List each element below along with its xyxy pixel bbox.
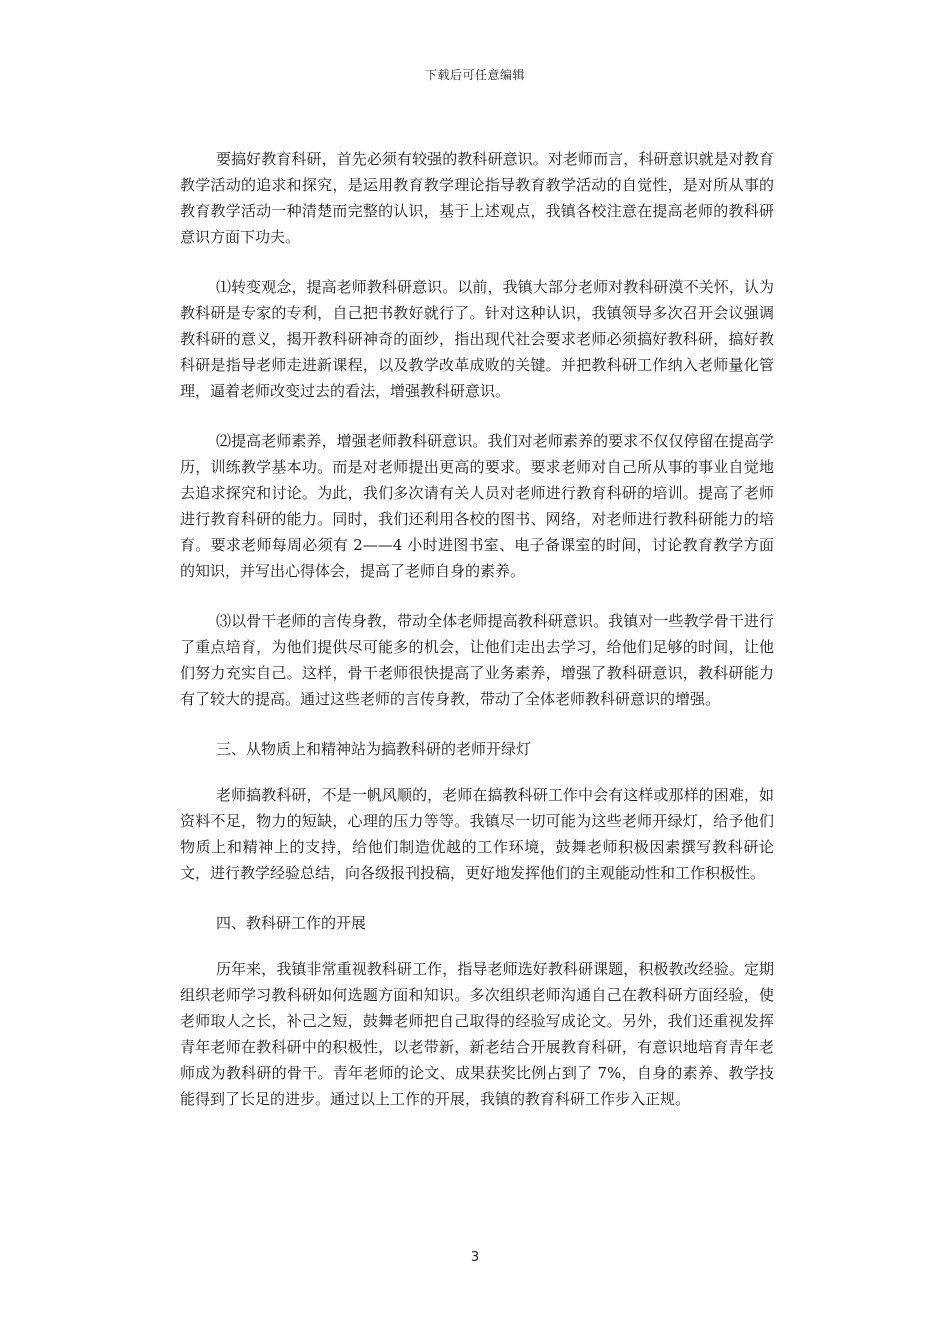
document-body <box>180 146 774 1136</box>
paragraph: 要搞好教育科研，首先必须有较强的教科研意识。对老师而言，科研意识就是对教育教学活动的追求和探究，是运用教育教学理论指导教育教学活动的自觉性，是对所从事的教育教学活动一种清楚而完整的认识，基于上述观点，我镇各校注意在提高老师的教科研意识方面下功夫。 <box>180 150 774 246</box>
paragraph: ⑴转变观念，提高老师教科研意识。以前，我镇大部分老师对教科研漠不关怀，认为教科研是专家的专利，自己把书教好就行了。针对这种认识，我镇领导多次召开会议强调教科研的意义，揭开教科研神奇的面纱，指出现代社会要求老师必须搞好教科研，搞好教科研是指导老师走进新课程，以及教学改革成败的关键。并把教科研工作纳入老师量化管理，逼着老师改变过去的看法，增强教科研意识。 <box>180 278 774 400</box>
page-number: 3 <box>470 1250 480 1265</box>
paragraph: 历年来，我镇非常重视教科研工作，指导老师选好教科研课题，积极教改经验。定期组织老师学习教科研如何选题方面和知识。多次组织老师沟通自己在教科研方面经验，使老师取人之长，补己之短，鼓舞老师把自己取得的经验写成论文。另外，我们还重视发挥青年老师在教科研中的积极性，以老带新，新老结合开展教育科研，有意识地培育青年老师成为教科研的骨干。青年老师的论文、成果获奖比例占到了 7%，自身的素养、教学技能得到了长足的进步。通过以上工作的开展，我镇的教育科研工作步入正规。 <box>180 960 774 1108</box>
paragraph: ⑶以骨干老师的言传身教，带动全体老师提高教科研意识。我镇对一些教学骨干进行了重点培育，为他们提供尽可能多的机会，让他们走出去学习，给他们足够的时间，让他们努力充实自己。这样，骨干老师很快提高了业务素养，增强了教科研意识，教科研能力有了较大的提高。通过这些老师的言传身教，带动了全体老师教科研意识的增强。 <box>180 612 774 708</box>
paragraph: ⑵提高老师素养，增强老师教科研意识。我们对老师素养的要求不仅仅停留在提高学历，训练教学基本功。而是对老师提出更高的要求。要求老师对自己所从事的事业自觉地去追求探究和讨论。为此，我们多次请有关人员对老师进行教育科研的培训。提高了老师进行教育科研的能力。同时，我们还利用各校的图书、网络，对老师进行教科研能力的培育。要求老师每周必须有 2——4 小时进图书室、电子备课室的时间，讨论教育教学方面的知识，并写出心得体会，提高了老师自身的素养。 <box>180 432 774 580</box>
section-heading: 四、教科研工作的开展 <box>216 914 367 932</box>
section-heading: 三、从物质上和精神站为搞教科研的老师开绿灯 <box>216 740 532 758</box>
paragraph: 老师搞教科研，不是一帆风顺的，老师在搞教科研工作中会有这样或那样的困难，如资料不足，物力的短缺，心理的压力等等。我镇尽一切可能为这些老师开绿灯，给予他们物质上和精神上的支持，给他们制造优越的工作环境，鼓舞老师积极因素撰写教科研论文，进行教学经验总结，向各级报刊投稿，更好地发挥他们的主观能动性和工作积极性。 <box>180 786 774 882</box>
page-header: 下载后可任意编辑 <box>424 68 525 82</box>
